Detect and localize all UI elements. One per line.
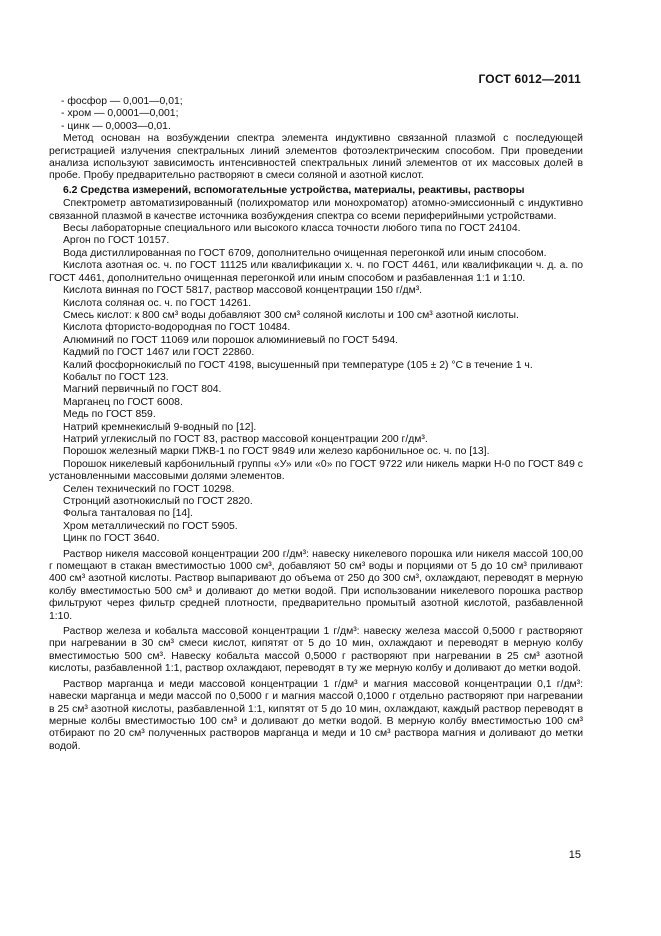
equipment-item: Порошок железный марки ПЖВ-1 по ГОСТ 9849 или железо карбонильное ос. ч. по [13]. xyxy=(63,446,490,458)
equipment-item: Порошок никелевый карбонильный группы «У» или «0» по ГОСТ 9722 или никель марки Н-0 по ГОСТ 849 с установленными массовыми долями элементов. xyxy=(49,458,583,483)
equipment-item: Смесь кислот: к 800 см³ воды добавляют 300 см³ соляной кислоты и 100 см³ азотной кислоты. xyxy=(63,309,519,321)
equipment-item: Селен технический по ГОСТ 10298. xyxy=(63,483,235,495)
equipment-item: Кислота винная по ГОСТ 5817, раствор массовой концентрации 150 г/дм³. xyxy=(63,285,423,297)
list-item: - цинк — 0,0003—0,01. xyxy=(61,120,171,132)
equipment-item: Алюминий по ГОСТ 11069 или порошок алюминиевый по ГОСТ 5494. xyxy=(63,334,399,346)
list-item: - хром — 0,0001—0,001; xyxy=(61,108,179,120)
equipment-item: Марганец по ГОСТ 6008. xyxy=(63,396,183,408)
equipment-item: Кислота азотная ос. ч. по ГОСТ 11125 или квалификации х. ч. по ГОСТ 4461, или квалификации ч. д. а. по ГОСТ 4461, дополнительно очищенная перегонкой или иным способом и разбавленная 1:1 и 1:10. xyxy=(49,260,583,284)
equipment-item: Кислота фтористо-водородная по ГОСТ 10484. xyxy=(63,322,291,334)
solution-paragraph: Раствор никеля массовой концентрации 200 г/дм³: навеску никелевого порошка или никеля массой 100,00 г помещают в стакан вместимостью 1000 см³, добавляют 50 см³ воды и порциями от 5 до 10 см³ приливают 400 см³ азотной кислоты. Раствор выпаривают до объема от 250 до 300 см³, охлаждают, переводят в мерную колбу вместимостью 500 см³ и доливают до метки водой. При использовании никелевого порошка раствор фильтруют через фильтр средней плотности, предварительно промытый азотной кислотой, разбавленной 1:10. xyxy=(49,548,583,622)
list-item: - фосфор — 0,001—0,01; xyxy=(61,96,183,107)
equipment-item: Кислота соляная ос. ч. по ГОСТ 14261. xyxy=(63,297,252,309)
method-paragraph: Метод основан на возбуждении спектра элемента индуктивно связанной плазмой с последующей регистрацией излучения спектральных линий элементов фотоэлектрическим способом. При проведении анализа используют зависимость интенсивностей спектральных линий элементов от их массовых долей в пробе. Пробу предварительно растворяют в смеси соляной и азотной кислот. xyxy=(49,133,583,182)
solution-paragraph: Раствор марганца и меди массовой концентрации 1 г/дм³ и магния массовой концентрации 0,1 г/дм³: навески марганца и меди массой по 0,5000 г и магния массой 0,1000 г отдельно растворяют при нагревании в 25 см³ азотной кислоты, разбавленной 1:1, кипятят от 5 до 10 мин, охлаждают, каждый раствор переводят в мерные колбы вместимостью 100 см³ и доливают до метки водой. В мерную колбу вместимостью 100 см³ отбирают по 20 см³ полученных растворов марганца и меди и 10 см³ раствора магния и доливают до метки водой. xyxy=(49,678,583,752)
equipment-item: Хром металлический по ГОСТ 5905. xyxy=(63,520,238,532)
equipment-item: Аргон по ГОСТ 10157. xyxy=(63,235,170,247)
equipment-item: Весы лабораторные специального или высокого класса точности любого типа по ГОСТ 24104. xyxy=(63,223,521,235)
equipment-item: Спектрометр автоматизированный (полихроматор или монохроматор) атомно-эмиссионный с индуктивно связанной плазмой в качестве источника возбуждения спектра со всеми периферийными устройствами. xyxy=(49,198,583,222)
equipment-item: Фольга танталовая по [14]. xyxy=(63,508,193,520)
page-content xyxy=(49,96,583,753)
equipment-item: Натрий углекислый по ГОСТ 83, раствор массовой концентрации 200 г/дм³. xyxy=(63,433,428,445)
equipment-item: Магний первичный по ГОСТ 804. xyxy=(63,384,222,396)
section-heading: 6.2 Средства измерений, вспомогательные устройства, материалы, реактивы, растворы xyxy=(63,184,525,196)
equipment-item: Вода дистиллированная по ГОСТ 6709, дополнительно очищенная перегонкой или иным способом. xyxy=(63,247,547,259)
equipment-item: Медь по ГОСТ 859. xyxy=(63,409,156,421)
equipment-item: Натрий кремнекислый 9-водный по [12]. xyxy=(63,421,257,433)
solution-paragraph: Раствор железа и кобальта массовой концентрации 1 г/дм³: навеску железа массой 0,5000 г растворяют при нагревании в 30 см³ смеси кислот, кипятят от 5 до 10 мин, охлаждают и переводят в мерную колбу вместимостью 500 см³. Навеску кобальта массой 0,5000 г растворяют при нагревании в 25 см³ азотной кислоты, разбавленной 1:1, раствор охлаждают, переводят в ту же мерную колбу и доливают до метки водой. xyxy=(49,626,583,675)
equipment-item: Кадмий по ГОСТ 1467 или ГОСТ 22860. xyxy=(63,347,255,359)
equipment-item: Стронций азотнокислый по ГОСТ 2820. xyxy=(63,496,253,507)
equipment-item: Кобальт по ГОСТ 123. xyxy=(63,371,169,383)
equipment-item: Калий фосфорнокислый по ГОСТ 4198, высушенный при температуре (105 ± 2) °С в течение 1 ч. xyxy=(63,359,533,371)
equipment-item: Цинк по ГОСТ 3640. xyxy=(63,533,160,545)
document-header: ГОСТ 6012—2011 xyxy=(478,72,581,86)
page-number: 15 xyxy=(568,849,581,861)
